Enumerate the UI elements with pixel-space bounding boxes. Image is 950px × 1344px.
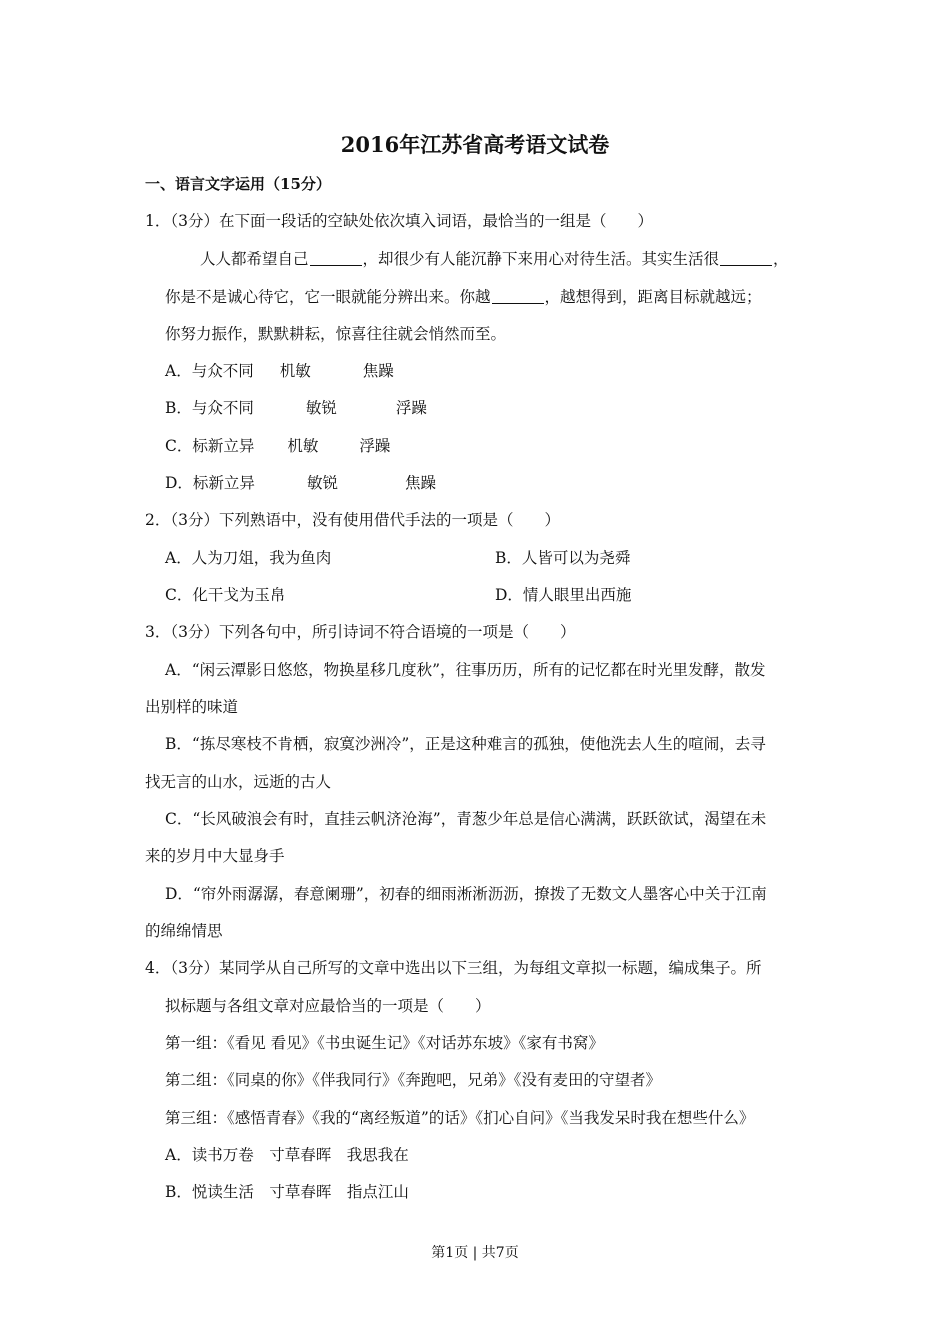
option-word: 机敏 [287,437,319,455]
question-4-group-1: 第一组：《看见 看见》《书虫诞生记》《对话苏东坡》《家有书窝》 [165,1034,604,1052]
question-4-group-2: 第二组：《同桌的你》《伴我同行》《奔跑吧，兄弟》《没有麦田的守望者》 [165,1071,662,1089]
question-4-option-b: B．悦读生活 寸草春晖 指点江山 [165,1183,409,1201]
fill-blank [492,287,544,304]
page-title: 2016年江苏省高考语文试卷 [340,132,610,157]
option-label: B．与众不同 [165,399,254,417]
question-3-option-c-line-2: 来的岁月中大显身手 [145,847,285,865]
question-4-group-3: 第三组：《感悟青春》《我的“离经叛道”的话》《扪心自问》《当我发呆时我在想些什么》 [165,1109,755,1127]
question-1-passage-line-1 [200,249,789,269]
option-word: 机敏 [279,362,311,380]
question-3-option-d-line-1: D．“帘外雨潺潺，春意阑珊”，初春的细雨淅淅沥沥，撩拨了无数文人墨客心中关于江南 [165,885,767,903]
question-4-stem-line-1: 4．（3分）某同学从自己所写的文章中选出以下三组，为每组文章拟一标题，编成集子。所 [145,959,762,977]
question-3-option-c-line-1: C．“长风破浪会有时，直挂云帆济沧海”，青葱少年总是信心满满，跃跃欲试，渴望在未 [165,810,767,828]
question-3-option-a-line-2: 出别样的味道 [145,698,239,716]
question-1-passage-line-3: 你努力振作，默默耕耘，惊喜往往就会悄然而至。 [165,325,507,343]
question-3-option-b-line-2: 找无言的山水，远逝的古人 [145,773,332,791]
option-word: 浮躁 [359,437,391,455]
question-3-option-b-line-1: B．“拣尽寒枝不肯栖，寂寞沙洲冷”，正是这种难言的孤独，使他洗去人生的喧闹，去寻 [165,735,766,753]
question-1-option-c [165,436,390,456]
question-2-stem: 2．（3分）下列熟语中，没有使用借代手法的一项是（ ） [145,511,560,529]
option-word: 敏锐 [306,474,338,492]
page-footer: 第1页 | 共7页 [431,1245,519,1261]
question-1-passage-line-2 [165,287,762,307]
question-2-option-a: A．人为刀俎，我为鱼肉 [165,549,332,567]
question-2-option-c: C．化干戈为玉帛 [165,586,286,604]
passage-text: 人人都希望自己 [200,250,309,268]
passage-text: ，却很少有人能沉静下来用心对待生活。其实生活很 [362,250,720,268]
question-1-option-d [165,473,436,493]
question-1-option-a [165,361,394,381]
passage-text: ， [773,250,789,268]
question-4-option-a: A．读书万卷 寸草春晖 我思我在 [165,1146,409,1164]
question-2-option-b: B．人皆可以为尧舜 [495,549,631,567]
question-3-option-a-line-1: A．“闲云潭影日悠悠，物换星移几度秋”，往事历历，所有的记忆都在时光里发酵，散发 [165,661,766,679]
option-word: 焦躁 [404,474,436,492]
option-label: C．标新立异 [165,437,255,455]
option-label: A．与众不同 [165,362,254,380]
option-word: 浮躁 [395,399,427,417]
passage-text: 你是不是诚心待它，它一眼就能分辨出来。你越 [165,288,491,306]
option-label: D．标新立异 [165,474,255,492]
option-word: 敏锐 [305,399,337,417]
section-heading: 一、语言文字运用（15分） [145,175,331,193]
question-1-stem: 1．（3分）在下面一段话的空缺处依次填入词语，最恰当的一组是（ ） [145,212,653,230]
fill-blank [310,249,362,266]
question-2-option-d: D．情人眼里出西施 [495,586,632,604]
question-3-option-d-line-2: 的绵绵情思 [145,922,223,940]
passage-text: ，越想得到，距离目标就越远； [544,288,762,306]
question-1-option-b [165,398,427,418]
option-word: 焦躁 [362,362,394,380]
question-4-stem-line-2: 拟标题与各组文章对应最恰当的一项是（ ） [165,997,491,1015]
fill-blank [720,249,772,266]
question-3-stem: 3．（3分）下列各句中，所引诗词不符合语境的一项是（ ） [145,623,576,641]
